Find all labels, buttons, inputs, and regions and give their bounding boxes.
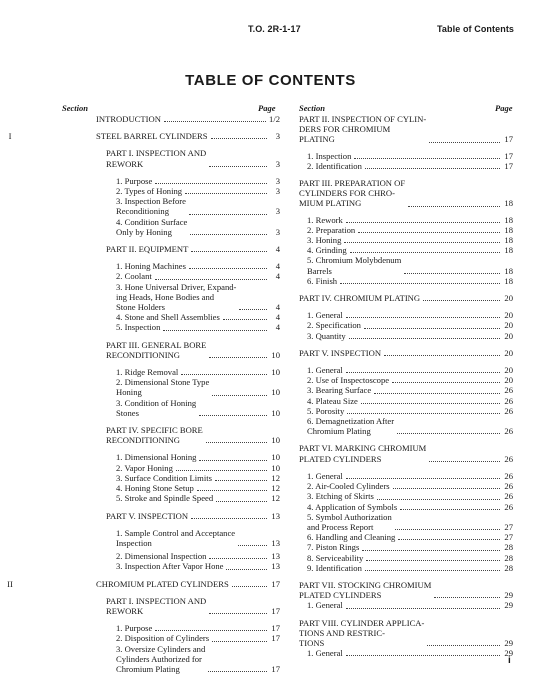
toc-entry[interactable] <box>62 633 280 643</box>
dot-leader <box>392 382 500 383</box>
toc-entry[interactable] <box>8 131 280 142</box>
toc-entry-title: PART III. PREPARATION OF CYLINDERS FOR CHRO- MIUM PLATING <box>299 178 406 209</box>
toc-entry[interactable] <box>62 176 280 186</box>
toc-entry-title: 1. Dimensional Honing <box>116 452 197 463</box>
toc-entry-title: 2. Specification <box>307 320 361 331</box>
toc-entry-title: PART V. INSPECTION <box>106 510 189 521</box>
toc-entry-title: 6. Handling and Cleaning <box>307 532 396 543</box>
toc-entry-page: 3 <box>275 131 280 142</box>
dot-leader <box>155 279 267 280</box>
toc-entry-page: 13 <box>271 537 280 548</box>
dot-leader <box>350 252 500 253</box>
toc-entry[interactable] <box>299 365 513 375</box>
dot-leader <box>361 403 500 404</box>
toc-entry-title: 3. Quantity <box>307 330 346 341</box>
toc-entry-title: 1. Inspection <box>307 150 352 161</box>
toc-entry[interactable] <box>299 375 513 385</box>
toc-entry-page: 26 <box>504 426 513 437</box>
dot-leader <box>397 433 500 434</box>
toc-entry-title: 4. Honing Stone Setup <box>116 483 194 494</box>
toc-entry-page: 26 <box>504 470 513 481</box>
toc-entry-page: 20 <box>504 347 513 358</box>
toc-entry-page: 29 <box>504 637 513 648</box>
toc-entry-page: 10 <box>271 452 280 463</box>
toc-entry[interactable] <box>62 322 280 332</box>
toc-entry[interactable] <box>299 618 513 649</box>
toc-entry-title: 1. Rework <box>307 214 343 225</box>
toc-entry[interactable] <box>299 553 513 563</box>
toc-entry-page: 26 <box>504 481 513 492</box>
toc-entry-page: 17 <box>504 134 513 145</box>
toc-entry-title: 1. Purpose <box>116 623 153 634</box>
toc-entry[interactable] <box>299 491 513 501</box>
left-page-heading: Page <box>258 103 276 113</box>
toc-left-column <box>7 114 280 674</box>
toc-entry[interactable] <box>299 331 513 341</box>
toc-entry-title: PART I. INSPECTION AND REWORK <box>106 148 207 169</box>
toc-entry-page: 26 <box>504 395 513 406</box>
dot-leader <box>216 501 267 502</box>
toc-entry-page: 28 <box>504 552 513 563</box>
dot-leader <box>364 328 500 329</box>
toc-entry[interactable] <box>299 563 513 573</box>
toc-entry[interactable] <box>299 416 513 436</box>
toc-entry-page: 20 <box>504 293 513 304</box>
toc-entry-page: 17 <box>504 150 513 161</box>
toc-entry[interactable] <box>299 396 513 406</box>
toc-entry-title: PART VIII. CYLINDER APPLICA- TIONS AND RESTRIC- TIONS <box>299 617 425 648</box>
toc-entry-page: 10 <box>271 435 280 446</box>
toc-entry-title: CHROMIUM PLATED CYLINDERS <box>96 578 229 589</box>
toc-entry-page: 4 <box>275 271 280 282</box>
dot-leader <box>346 478 500 479</box>
toc-entry-title: 2. Preparation <box>307 224 356 235</box>
toc-entry-title: PART VII. STOCKING CHROMIUM PLATED CYLINDERS <box>299 579 432 601</box>
toc-entry-title: 4. Condition Surface Only by Honing <box>116 216 188 237</box>
toc-entry-title: 3. Oversize Cylinders and Cylinders Authorized for Chromium Plating <box>116 643 206 674</box>
toc-entry-title: 1. General <box>307 365 343 376</box>
dot-leader <box>400 509 500 510</box>
toc-entry-title: 3. Etching of Skirts <box>307 491 374 502</box>
toc-entry[interactable] <box>62 528 280 548</box>
toc-entry-page: 10 <box>271 367 280 378</box>
toc-entry[interactable] <box>299 580 513 600</box>
dot-leader <box>346 608 500 609</box>
toc-entry-page: 18 <box>504 198 513 209</box>
dot-leader <box>347 413 500 414</box>
toc-entry-title: 5. Porosity <box>307 405 345 416</box>
toc-entry-page: 12 <box>271 493 280 504</box>
toc-entry[interactable] <box>299 502 513 512</box>
toc-entry-page: 4 <box>275 244 280 255</box>
toc-entry-title: 2. Vapor Honing <box>116 462 173 473</box>
toc-entry[interactable] <box>62 312 280 322</box>
dot-leader <box>346 372 500 373</box>
toc-entry-title: PART II. EQUIPMENT <box>106 244 189 255</box>
toc-entry-title: 3. Honing <box>307 235 342 246</box>
dot-leader <box>189 214 267 215</box>
dot-leader <box>340 283 500 284</box>
dot-leader <box>365 168 500 169</box>
dot-leader <box>206 442 267 443</box>
dot-leader <box>362 550 500 551</box>
dot-leader <box>191 518 267 519</box>
dot-leader <box>215 480 267 481</box>
toc-entry-title: 2. Use of Inspectoscope <box>307 375 390 386</box>
toc-entry-page: 17 <box>271 605 280 616</box>
dot-leader <box>408 206 500 207</box>
toc-entry-title: 1. Purpose <box>116 175 153 186</box>
dot-leader <box>344 242 500 243</box>
toc-entry-page: 29 <box>504 590 513 601</box>
toc-entry[interactable] <box>62 261 280 271</box>
toc-entry-title: PART VI. MARKING CHROMIUM PLATED CYLINDERS <box>299 443 427 464</box>
toc-entry-page: 26 <box>504 453 513 464</box>
toc-entry-page: 18 <box>504 275 513 286</box>
toc-entry[interactable] <box>62 483 280 493</box>
toc-entry-page: 17 <box>271 623 280 634</box>
toc-entry-title: 8. Serviceability <box>307 552 364 563</box>
dot-leader <box>209 357 267 358</box>
dot-leader <box>155 630 267 631</box>
toc-entry[interactable] <box>62 244 280 254</box>
toc-entry-title: 2. Dimensional Inspection <box>116 551 207 562</box>
toc-entry-title: 5. Stroke and Spindle Speed <box>116 493 214 504</box>
toc-entry-title: 1. Ridge Removal <box>116 367 179 378</box>
toc-entry[interactable] <box>299 406 513 416</box>
dot-leader <box>209 166 267 167</box>
toc-entry[interactable] <box>62 493 280 503</box>
toc-entry[interactable] <box>299 293 513 303</box>
toc-entry-page: 26 <box>504 501 513 512</box>
toc-entry-page: 18 <box>504 265 513 276</box>
toc-entry-title: 1. General <box>307 600 343 611</box>
dot-leader <box>197 490 267 491</box>
dot-leader <box>395 529 500 530</box>
toc-entry[interactable] <box>299 151 513 161</box>
toc-entry-page: 4 <box>275 302 280 313</box>
toc-entry-title: 2. Coolant <box>116 271 152 282</box>
dot-leader <box>365 570 500 571</box>
toc-entry-page: 18 <box>504 235 513 246</box>
toc-entry-title: 4. Application of Symbols <box>307 501 398 512</box>
toc-entry-title: 4. Plateau Size <box>307 395 358 406</box>
dot-leader <box>404 273 500 274</box>
toc-entry-page: 12 <box>271 483 280 494</box>
toc-entry-page: 20 <box>504 375 513 386</box>
toc-entry-title: 3. Surface Condition Limits <box>116 472 212 483</box>
toc-entry-title: 3. Hone Universal Driver, Expand- ing Heads, Hone Bodies and Stone Holders <box>116 281 237 313</box>
toc-entry[interactable] <box>299 276 513 286</box>
toc-entry-page: 10 <box>271 462 280 473</box>
toc-entry-title: 3. Bearing Surface <box>307 385 372 396</box>
dot-leader <box>434 597 500 598</box>
toc-entry-title: 6. Demagnetization After Chromium Plating <box>307 416 395 437</box>
toc-entry-page: 29 <box>504 600 513 611</box>
toc-entry-title: 2. Air-Cooled Cylinders <box>307 481 390 492</box>
right-section-heading: Section <box>299 103 325 113</box>
dot-leader <box>238 545 267 546</box>
toc-entry-title: 2. Disposition of Cylinders <box>116 633 210 644</box>
dot-leader <box>223 319 267 320</box>
dot-leader <box>209 558 267 559</box>
toc-entry[interactable] <box>62 596 280 616</box>
toc-entry[interactable] <box>299 443 513 463</box>
toc-entry-title: 1. General <box>307 470 343 481</box>
toc-section-number: I <box>8 131 12 142</box>
toc-entry-page: 26 <box>504 405 513 416</box>
dot-leader <box>346 655 500 656</box>
toc-entry[interactable] <box>299 161 513 171</box>
toc-entry-title: 5. Symbol Authorization and Process Report <box>307 511 392 532</box>
toc-entry-page: 18 <box>504 245 513 256</box>
toc-entry[interactable] <box>62 425 280 445</box>
toc-entry[interactable] <box>62 463 280 473</box>
dot-leader <box>423 300 500 301</box>
dot-leader <box>185 193 267 194</box>
toc-entry[interactable] <box>299 348 513 358</box>
toc-entry[interactable] <box>299 114 513 145</box>
dot-leader <box>384 355 500 356</box>
dot-leader <box>398 539 500 540</box>
dot-leader <box>199 415 267 416</box>
toc-entry[interactable] <box>299 600 513 610</box>
dot-leader <box>429 461 500 462</box>
toc-entry-page: 17 <box>271 633 280 644</box>
toc-entry[interactable] <box>299 385 513 395</box>
toc-entry[interactable] <box>299 542 513 552</box>
dot-leader <box>176 470 267 471</box>
toc-entry-page: 17 <box>504 160 513 171</box>
toc-entry-page: 13 <box>271 561 280 572</box>
toc-entry-title: PART II. INSPECTION OF CYLIN- DERS FOR CHROMIUM PLATING <box>299 114 427 145</box>
toc-entry-title: PART IV. SPECIFIC BORE RECONDITIONING <box>106 425 203 446</box>
toc-entry-title: PART I. INSPECTION AND REWORK <box>106 595 207 616</box>
toc-entry-title: 9. Identification <box>307 562 362 573</box>
toc-entry-page: 18 <box>504 224 513 235</box>
toc-entry-page: 27 <box>504 532 513 543</box>
dot-leader <box>190 234 267 235</box>
toc-entry[interactable] <box>62 398 280 418</box>
toc-section-number: II <box>7 578 13 589</box>
toc-entry-title: PART IV. CHROMIUM PLATING <box>299 293 421 304</box>
dot-leader <box>374 393 500 394</box>
page-number: i <box>508 655 511 666</box>
toc-entry-page: 17 <box>271 663 280 674</box>
toc-entry-page: 4 <box>275 261 280 272</box>
toc-entry-page: 20 <box>504 330 513 341</box>
dot-leader <box>349 338 500 339</box>
toc-entry[interactable] <box>299 481 513 491</box>
toc-entry[interactable] <box>62 623 280 633</box>
toc-entry-title: 7. Piston Rings <box>307 542 360 553</box>
toc-entry-page: 3 <box>275 175 280 186</box>
toc-entry-page: 10 <box>271 387 280 398</box>
toc-entry[interactable] <box>299 648 513 658</box>
toc-entry-title: 4. Grinding <box>307 245 347 256</box>
toc-entry-title: PART V. INSPECTION <box>299 347 382 358</box>
toc-entry[interactable] <box>62 271 280 281</box>
dot-leader <box>212 395 267 396</box>
dot-leader <box>358 232 500 233</box>
dot-leader <box>155 183 267 184</box>
toc-entry-page: 20 <box>504 320 513 331</box>
section-header: Table of Contents <box>437 24 515 34</box>
dot-leader <box>346 222 500 223</box>
toc-entry-title: 2. Dimensional Stone Type Honing <box>116 377 210 398</box>
toc-entry-page: 3 <box>275 158 280 169</box>
toc-entry-page: 3 <box>275 186 280 197</box>
toc-entry-title: 2. Types of Honing <box>116 186 183 197</box>
toc-entry-title: INTRODUCTION <box>96 114 161 124</box>
page-title: TABLE OF CONTENTS <box>185 72 356 89</box>
dot-leader <box>393 488 500 489</box>
dot-leader <box>354 158 500 159</box>
dot-leader <box>346 317 500 318</box>
toc-entry-page: 3 <box>275 206 280 217</box>
right-page-heading: Page <box>495 103 513 113</box>
toc-entry-page: 1/2 <box>269 114 280 124</box>
dot-leader <box>191 251 267 252</box>
toc-entry[interactable] <box>62 148 280 168</box>
toc-entry-title: 5. Chromium Molybdenum Barrels <box>307 255 402 276</box>
toc-entry-title: 3. Condition of Honing Stones <box>116 397 197 418</box>
toc-entry[interactable] <box>62 452 280 462</box>
toc-entry[interactable] <box>299 225 513 235</box>
toc-entry-title: 3. Inspection Before Reconditioning <box>116 196 186 217</box>
toc-entry[interactable] <box>62 367 280 377</box>
toc-entry[interactable] <box>62 511 280 521</box>
toc-entry-page: 13 <box>271 551 280 562</box>
toc-entry[interactable] <box>62 551 280 561</box>
toc-entry[interactable] <box>62 340 280 360</box>
toc-entry-title: 1. General <box>307 648 343 659</box>
toc-entry-page: 20 <box>504 365 513 376</box>
toc-entry[interactable] <box>299 215 513 225</box>
dot-leader <box>232 586 267 587</box>
toc-entry-title: 1. Honing Machines <box>116 261 186 272</box>
toc-entry[interactable] <box>299 310 513 320</box>
toc-entry-page: 28 <box>504 542 513 553</box>
toc-entry-page: 10 <box>271 407 280 418</box>
dot-leader <box>163 330 267 331</box>
toc-entry-page: 12 <box>271 472 280 483</box>
dot-leader <box>209 613 267 614</box>
toc-entry[interactable] <box>62 114 280 124</box>
toc-entry[interactable] <box>62 186 280 196</box>
toc-entry-page: 4 <box>275 312 280 323</box>
toc-entry[interactable] <box>62 561 280 571</box>
toc-entry[interactable] <box>299 245 513 255</box>
toc-entry-title: 2. Identification <box>307 160 362 171</box>
dot-leader <box>211 138 267 139</box>
toc-entry-title: PART III. GENERAL BORE RECONDITIONING <box>106 339 207 360</box>
toc-entry-title: 1. Sample Control and Acceptance Inspection <box>116 527 236 548</box>
toc-entry[interactable] <box>62 196 280 216</box>
toc-right-column <box>299 114 513 658</box>
dot-leader <box>189 268 267 269</box>
toc-entry[interactable] <box>62 217 280 237</box>
toc-entry-page: 26 <box>504 491 513 502</box>
toc-entry[interactable] <box>299 235 513 245</box>
toc-entry[interactable] <box>299 178 513 209</box>
dot-leader <box>212 641 267 642</box>
toc-entry-title: 3. Inspection After Vapor Hone <box>116 561 224 572</box>
toc-entry-page: 20 <box>504 310 513 321</box>
toc-entry-title: STEEL BARREL CYLINDERS <box>96 131 208 142</box>
toc-entry-page: 29 <box>504 648 513 659</box>
toc-entry-title: 5. Inspection <box>116 322 161 333</box>
toc-entry[interactable] <box>299 320 513 330</box>
toc-entry-title: 6. Finish <box>307 275 338 286</box>
toc-entry-page: 27 <box>504 521 513 532</box>
dot-leader <box>199 460 267 461</box>
toc-entry[interactable] <box>299 471 513 481</box>
dot-leader <box>427 645 500 646</box>
toc-entry[interactable] <box>62 282 280 313</box>
toc-entry[interactable] <box>299 255 513 275</box>
toc-entry-title: 1. General <box>307 310 343 321</box>
toc-entry-title: 4. Stone and Shell Assemblies <box>116 312 220 323</box>
toc-entry-page: 18 <box>504 214 513 225</box>
dot-leader <box>181 374 267 375</box>
dot-leader <box>366 560 500 561</box>
document-number: T.O. 2R-1-17 <box>248 24 301 34</box>
dot-leader <box>164 121 266 122</box>
toc-entry-page: 26 <box>504 385 513 396</box>
toc-entry[interactable] <box>299 532 513 542</box>
toc-entry-page: 4 <box>275 322 280 333</box>
dot-leader <box>226 569 267 570</box>
dot-leader <box>429 142 500 143</box>
dot-leader <box>239 309 267 310</box>
toc-entry[interactable] <box>7 578 280 589</box>
toc-entry-page: 3 <box>275 226 280 237</box>
toc-entry-page: 28 <box>504 562 513 573</box>
dot-leader <box>208 671 267 672</box>
toc-entry-page: 17 <box>271 578 280 589</box>
toc-entry[interactable] <box>62 377 280 397</box>
toc-entry[interactable] <box>299 512 513 532</box>
toc-entry-page: 10 <box>271 349 280 360</box>
dot-leader <box>377 499 500 500</box>
left-section-heading: Section <box>62 103 88 113</box>
toc-entry-page: 13 <box>271 510 280 521</box>
toc-entry[interactable] <box>62 473 280 483</box>
toc-entry[interactable] <box>62 644 280 675</box>
